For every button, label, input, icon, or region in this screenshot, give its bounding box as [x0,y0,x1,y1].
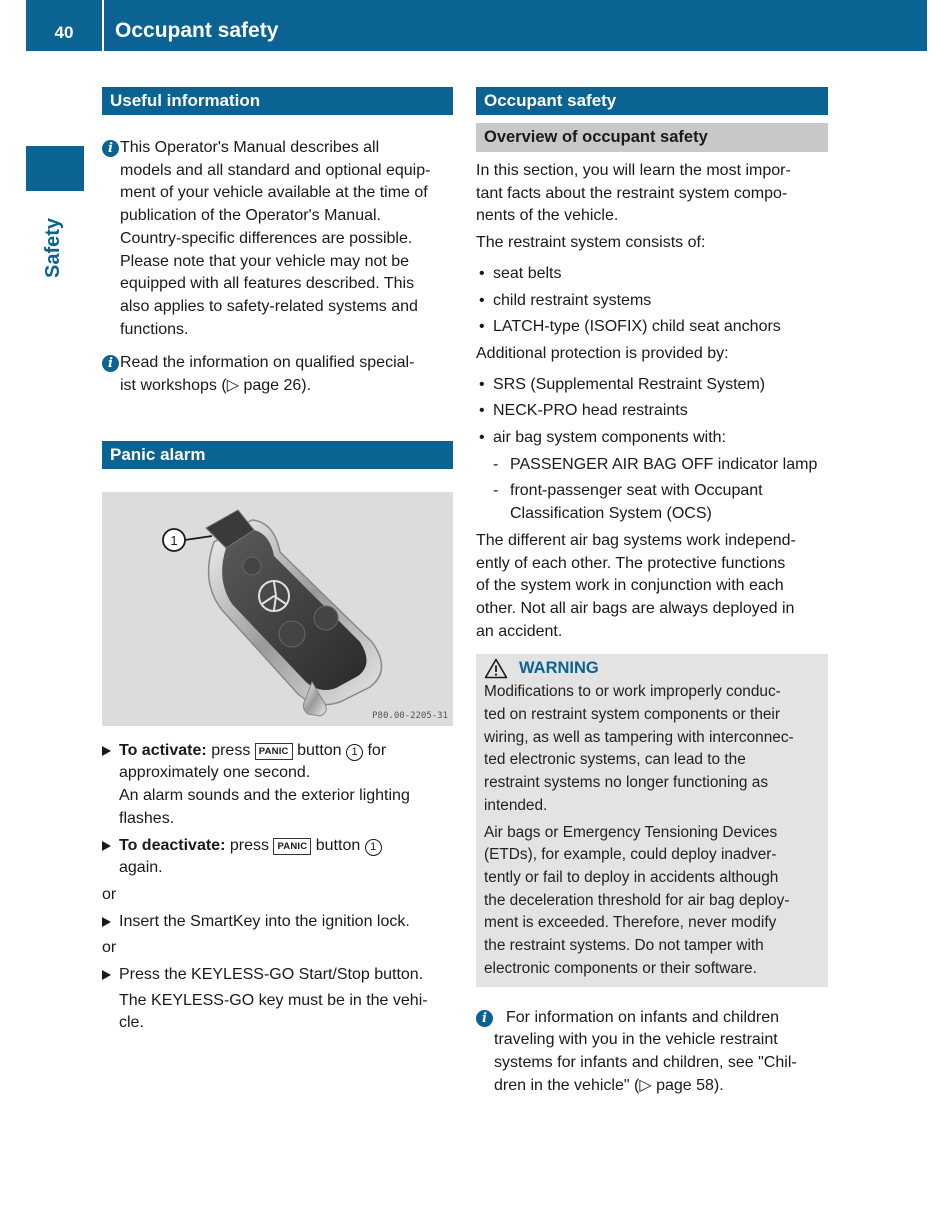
activate-line2: approximately one second. [119,764,311,782]
warning-line: wiring, as well as tampering with interconnec- [484,728,794,746]
page-reference-link[interactable]: ist workshops (▷ page 26). [120,377,312,395]
warning-line: electronic components or their software. [484,959,757,977]
step-arrow-icon [102,841,111,851]
info-note-children [476,1007,828,1098]
warning-box [476,654,828,986]
page-header [26,0,927,51]
info-note-line: Please note that your vehicle may not be [120,252,410,270]
intro-line: nents of the vehicle. [476,207,619,225]
warning-line: ted electronic systems, can lead to the [484,751,746,769]
figure-callout-label: 1 [170,532,178,548]
insert-step-text: Insert the SmartKey into the ignition lock. [119,912,410,930]
info-note-workshops [102,352,453,397]
or-text: or [102,885,117,903]
right-column [476,87,828,1097]
info-icon: i [476,1010,493,1027]
callout-circle-icon: 1 [365,839,382,856]
step-activate [102,740,453,831]
section-tab-block [26,146,84,191]
deactivate-label: To deactivate: [119,836,226,854]
warning-para1 [484,681,820,817]
overview-subheading: Overview of occupant safety [476,123,828,152]
page-number: 40 [54,23,74,42]
deactivate-line2: again. [119,859,163,877]
warning-para2 [484,822,820,981]
warning-line: tently or fail to deploy in accidents although [484,868,779,886]
intro-paragraph [476,160,828,228]
warning-line: ted on restraint system components or their [484,706,780,724]
step-keyless-go [102,964,453,987]
list-item: • seat belts [476,263,828,286]
panic-alarm-heading: Panic alarm [102,441,453,469]
info-note-line: For information on infants and children [506,1008,780,1026]
warning-line: ment is exceeded. Therefore, never modify [484,914,777,932]
airbag-line: ently of each other. The protective functions [476,554,786,572]
info-note-line: ment of your vehicle available at the time of [120,184,428,202]
info-icon: i [102,140,119,157]
airbag-line: The different air bag systems work independ- [476,531,796,549]
warning-line: the deceleration threshold for air bag deploy- [484,891,790,909]
useful-info-heading: Useful information [102,87,453,115]
activate-label: To activate: [119,741,207,759]
keyless-note-line: The KEYLESS-GO key must be in the vehi- [119,991,428,1009]
page-reference-link[interactable]: dren in the vehicle" (▷ page 58). [494,1076,724,1094]
warning-line: (ETDs), for example, could deploy inadver- [484,846,777,864]
sub-list-item [476,480,828,525]
info-note-line: This Operator's Manual describes all [120,139,380,156]
info-icon: i [102,355,119,372]
airbag-line: of the system work in conjunction with each [476,577,784,595]
list-item: • NECK-PRO head restraints [476,400,828,423]
activate-for-text: for [367,741,387,759]
info-note-line: Read the information on qualified special- [120,354,415,372]
additional-text: Additional protection is provided by: [476,344,729,362]
deactivate-press-text: press [229,836,269,854]
sub-list-item-line: Classification System (OCS) [510,505,712,523]
info-note-line: traveling with you in the vehicle restraint [494,1031,778,1049]
smartkey-figure [102,492,453,726]
intro-line: In this section, you will learn the most impor- [476,162,791,179]
airbag-line: an accident. [476,622,563,640]
panic-key-icon: PANIC [273,838,311,855]
activate-result-line: flashes. [119,809,175,827]
list-item: • LATCH-type (ISOFIX) child seat anchors [476,316,828,339]
list-item: • child restraint systems [476,290,828,313]
list-item: • SRS (Supplemental Restraint System) [476,374,828,397]
list-item: • air bag system components with: [476,427,828,450]
info-note-line: models and all standard and optional equip- [120,161,431,179]
panic-key-icon: PANIC [255,743,293,760]
warning-line: Air bags or Emergency Tensioning Devices [484,823,778,841]
consists-of-text: The restraint system consists of: [476,234,706,252]
activate-press-text: press [211,741,251,759]
warning-title: WARNING [519,659,599,678]
step-arrow-icon [102,746,111,756]
step-arrow-icon [102,917,111,927]
or-text: or [102,939,117,957]
step-insert-smartkey [102,911,453,934]
warning-line: the restraint systems. Do not tamper with [484,937,764,955]
warning-line: restraint systems no longer functioning as [484,774,769,792]
warning-triangle-icon [484,658,508,679]
info-note-line: functions. [120,320,189,338]
info-note-line: systems for infants and children, see "Chil- [494,1053,797,1071]
warning-line: intended. [484,796,548,814]
warning-heading [484,656,820,680]
sub-list-item: - PASSENGER AIR BAG OFF indicator lamp [476,454,828,477]
activate-result-line: An alarm sounds and the exterior lighting [119,787,410,805]
warning-line: Modifications to or work improperly conduc- [484,683,781,701]
step-arrow-icon [102,970,111,980]
button-word: button [297,741,342,759]
left-column [102,87,453,1035]
step-deactivate [102,835,453,880]
header-divider [102,0,104,51]
keyless-note-line: cle. [119,1014,144,1032]
info-note-line: equipped with all features described. This [120,275,415,293]
figure-code: P80.00-2205-31 [372,710,448,721]
callout-circle-icon: 1 [346,744,363,761]
info-note-line: Country-specific differences are possible. [120,229,413,247]
info-note-manual [102,137,453,341]
keyless-note [102,990,453,1035]
keyless-step-text: Press the KEYLESS-GO Start/Stop button. [119,966,424,984]
section-side-label: Safety [42,217,64,278]
airbag-line: other. Not all air bags are always deployed in [476,599,795,617]
airbag-paragraph [476,530,828,644]
page-title: Occupant safety [115,19,279,42]
info-note-line: also applies to safety-related systems and [120,297,418,315]
smartkey-illustration [102,492,453,726]
sub-list-item-line: - front-passenger seat with Occupant [510,482,763,500]
intro-line: tant facts about the restraint system compo- [476,184,788,202]
info-note-line: publication of the Operator's Manual. [120,207,381,225]
occupant-safety-heading: Occupant safety [476,87,828,115]
button-word: button [315,836,361,854]
